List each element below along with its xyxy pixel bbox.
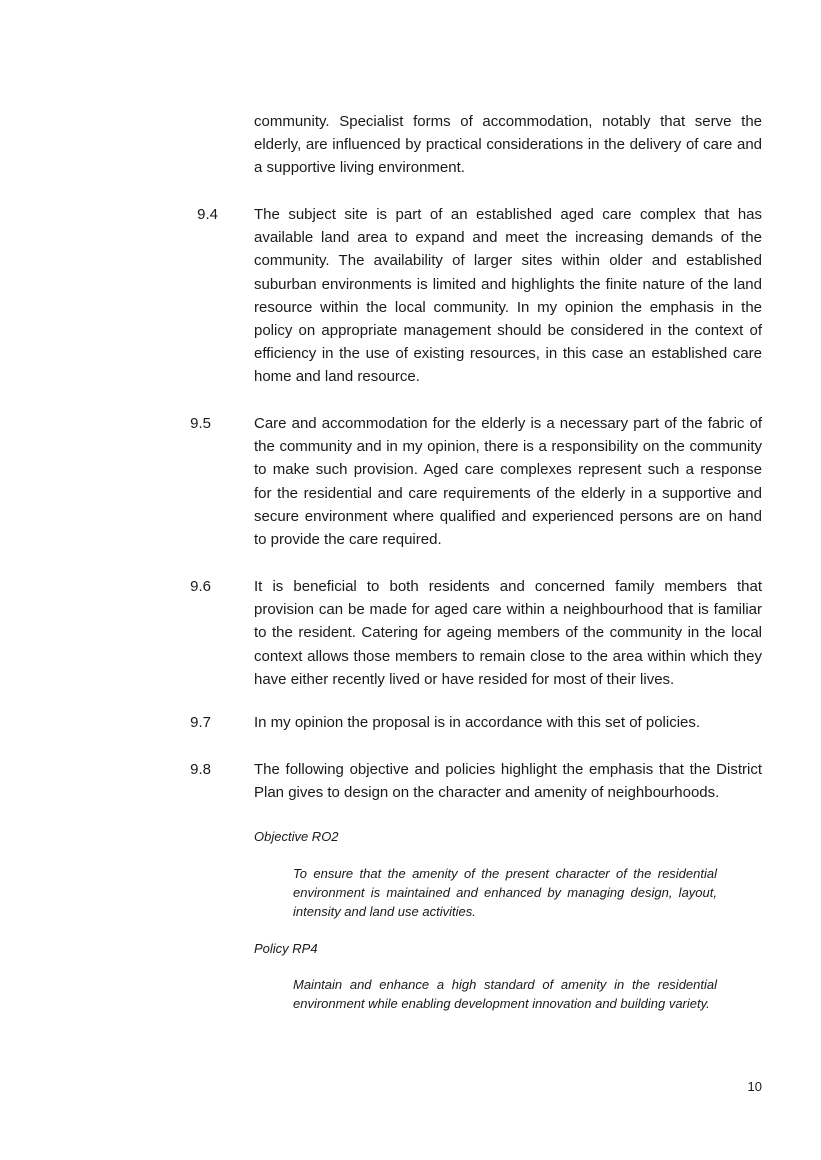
paragraph-number: 9.4: [197, 206, 218, 223]
paragraph-9-6: It is beneficial to both residents and concerned family members that provision can be made for aged care within a neighbourhood that is familiar to the resident. Catering for ageing members of the community in the local context allows those members to remain close to the area within which they have either recently lived or have resided for most of their lives.: [254, 578, 762, 688]
paragraph-9-5: Care and accommodation for the elderly is a necessary part of the fabric of the community and in my opinion, there is a responsibility on the community to make such provision. Aged care complexes represent such a response for the residential and care requirements of the elderly in a supportive and secure environment where qualified and experienced persons are on hand to provide the care required.: [254, 415, 762, 549]
paragraph-number: 9.7: [190, 714, 211, 731]
objective-heading: Objective RO2: [254, 829, 339, 844]
paragraph-9-8: The following objective and policies highlight the emphasis that the District Plan gives to design on the character and amenity of neighbourhoods.: [254, 761, 762, 802]
policy-heading: Policy RP4: [254, 941, 318, 956]
paragraph-continuation: community. Specialist forms of accommodation, notably that serve the elderly, are influenced by practical considerations in the delivery of care and a supportive living environment.: [254, 113, 762, 177]
paragraph-9-4: The subject site is part of an established aged care complex that has available land area to expand and meet the increasing demands of the community. The availability of larger sites within older and established suburban environments is limited and highlights the finite nature of the land resource within the local community. In my opinion the emphasis in the policy on appropriate management should be considered in the context of efficiency in the use of existing resources, in this case an established care home and land resource.: [254, 206, 762, 386]
objective-text: To ensure that the amenity of the present character of the residential environment is maintained and enhanced by managing design, layout, intensity and land use activities.: [293, 866, 717, 919]
paragraph-number: 9.8: [190, 761, 211, 778]
paragraph-number: 9.5: [190, 415, 211, 432]
page-number: 10: [747, 1079, 762, 1094]
paragraph-number: 9.6: [190, 578, 211, 595]
policy-text: Maintain and enhance a high standard of amenity in the residential environment while enabling development innovation and building variety.: [293, 977, 717, 1011]
paragraph-9-7: In my opinion the proposal is in accordance with this set of policies.: [254, 714, 701, 731]
